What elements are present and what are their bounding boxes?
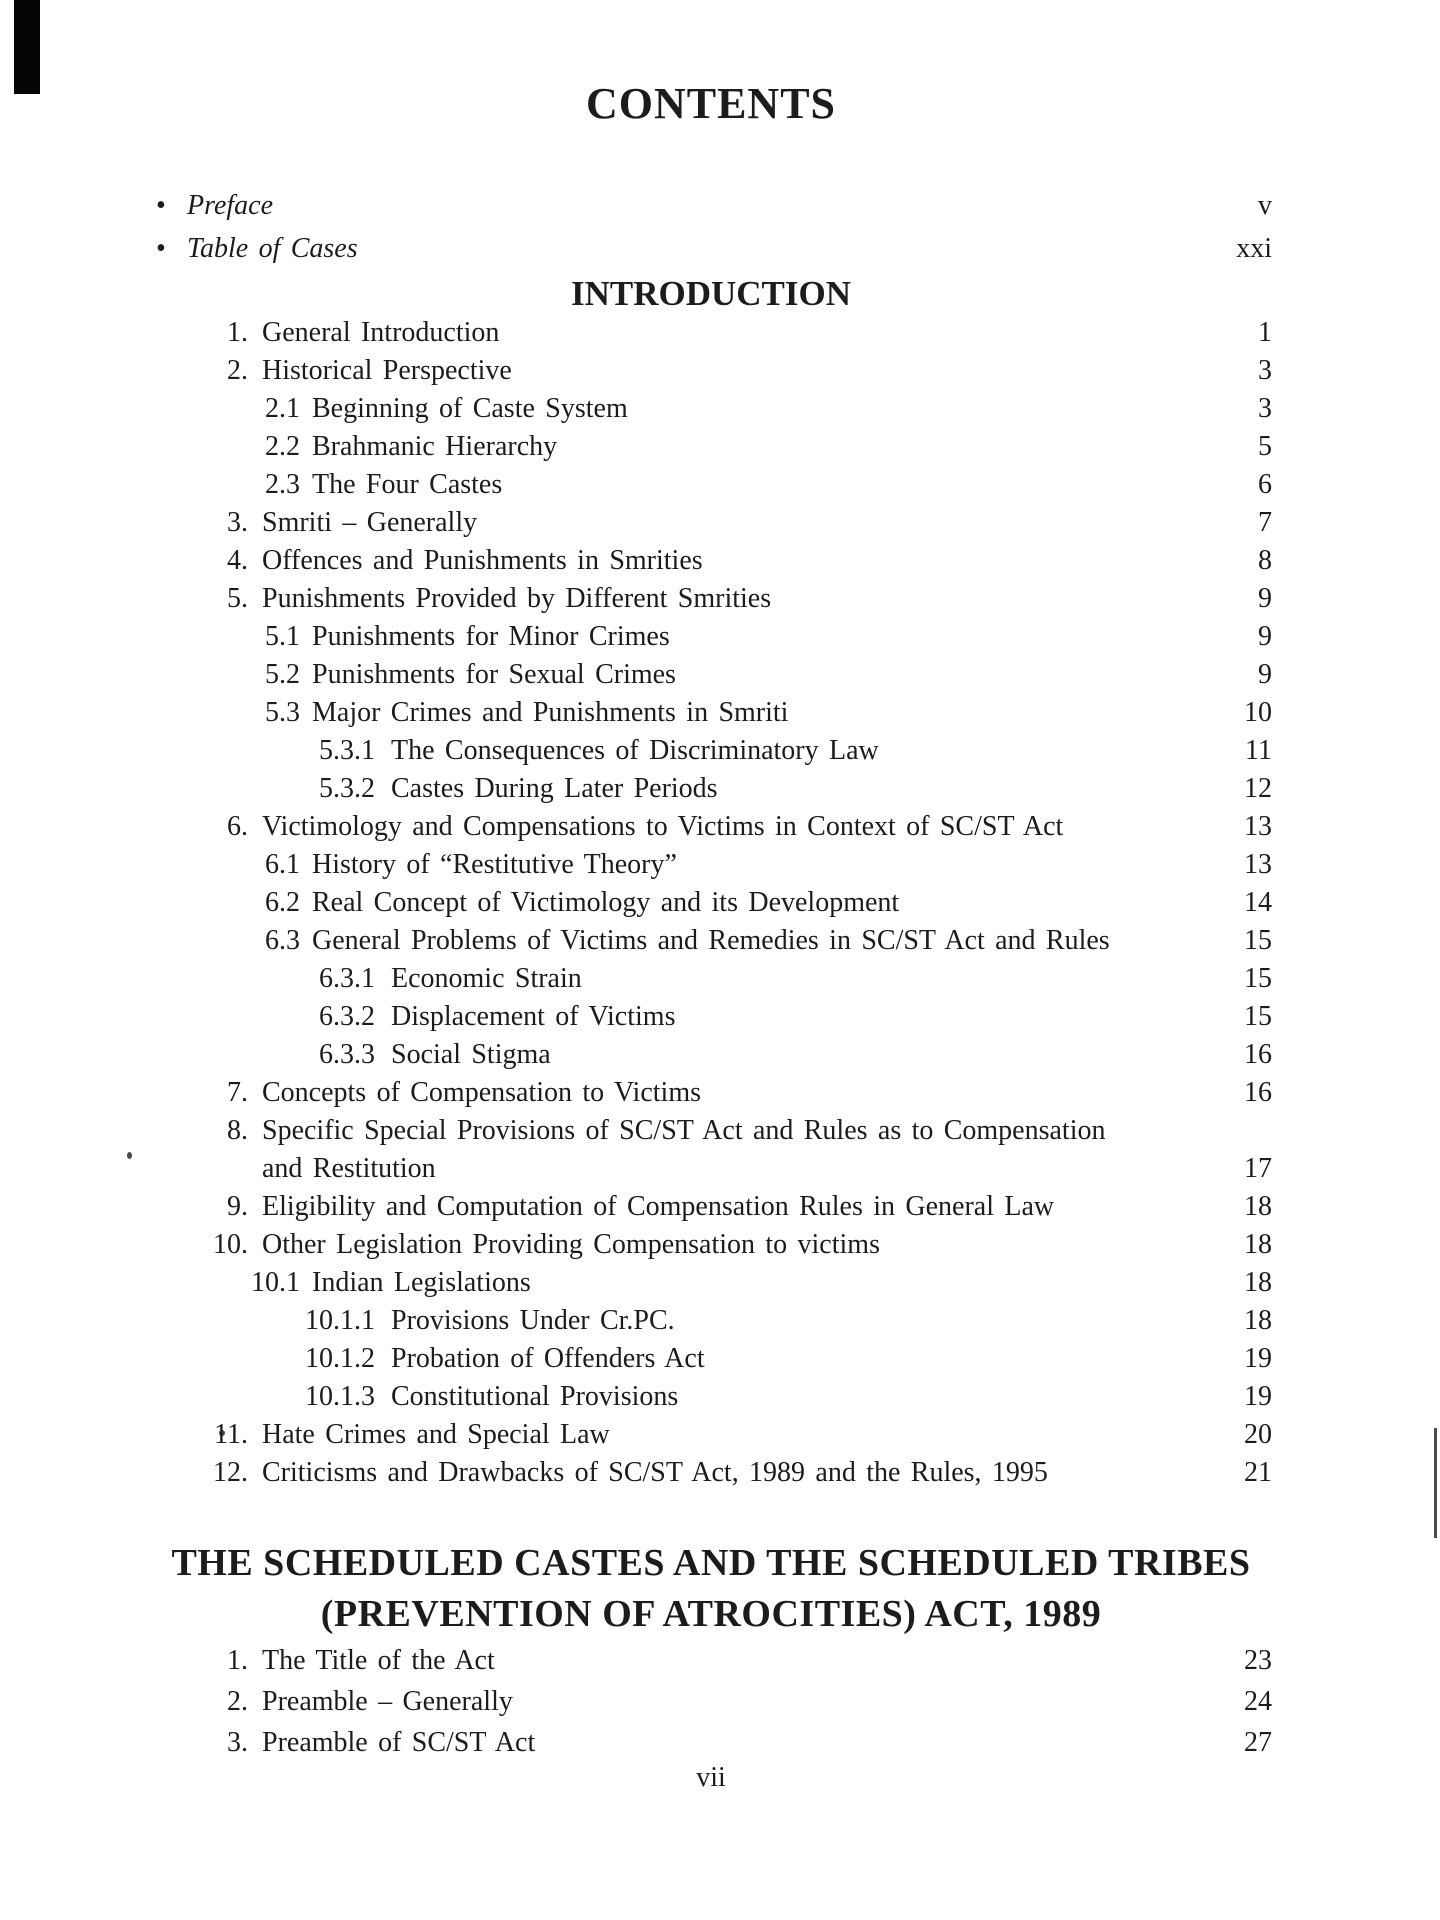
- toc-entry-page: 1: [1258, 317, 1272, 348]
- toc-entry-title: Preamble – Generally: [262, 1686, 513, 1717]
- toc-entry-title: The Consequences of Discriminatory Law: [391, 735, 879, 766]
- toc-entry-page: 12: [1244, 773, 1272, 804]
- toc-entry-page: 16: [1244, 1077, 1272, 1108]
- bullet-icon: •: [156, 233, 166, 264]
- toc-entry-continuation: [150, 1150, 1272, 1188]
- page-number-footer: vii: [696, 1762, 726, 1793]
- toc-entry-page: 16: [1244, 1039, 1272, 1070]
- front-matter-label: Table of Cases: [187, 233, 358, 264]
- toc-entry: [150, 1722, 1272, 1763]
- front-matter-item: [150, 184, 1272, 227]
- toc-entry: [150, 694, 1272, 732]
- toc-entry-title: Castes During Later Periods: [391, 773, 718, 804]
- toc-entry-page: 7: [1258, 507, 1272, 538]
- toc-entry-title: Displacement of Victims: [391, 1001, 676, 1032]
- toc-entry-page: [1252, 1112, 1272, 1150]
- toc-entry: [150, 1264, 1272, 1302]
- toc-entry-page: 20: [1244, 1419, 1272, 1450]
- toc-entry-number: 5.3.1: [319, 735, 375, 766]
- toc-entry-number: 2.1: [265, 393, 300, 424]
- toc-entry: [150, 1640, 1272, 1681]
- toc-entry: [150, 656, 1272, 694]
- toc-entry-title: General Problems of Victims and Remedies in SC/ST Act and Rules: [312, 925, 1110, 956]
- scan-artifact-black-bar: [14, 0, 40, 94]
- toc-entry-number: 10.1.1: [305, 1305, 375, 1336]
- front-matter-page: xxi: [1236, 233, 1272, 264]
- toc-entry-title: Beginning of Caste System: [312, 393, 628, 424]
- toc-entry-page: 9: [1258, 583, 1272, 614]
- toc-entry-number: 6.1: [265, 849, 300, 880]
- toc-entry-page: 18: [1244, 1305, 1272, 1336]
- toc-entry-title: Punishments for Minor Crimes: [312, 621, 670, 652]
- toc-entry-title: Other Legislation Providing Compensation to victims: [262, 1229, 880, 1260]
- toc-entry-number: 6.2: [265, 887, 300, 918]
- toc-entry-number: 2.: [227, 355, 248, 386]
- toc-entry-number: 6.3.1: [319, 963, 375, 994]
- toc-entry-title: Eligibility and Computation of Compensation Rules in General Law: [262, 1191, 1055, 1222]
- toc-entry-title: Punishments Provided by Different Smrities: [262, 583, 772, 614]
- toc-entry-number: 6.3.2: [319, 1001, 375, 1032]
- toc-entry: [150, 1454, 1272, 1492]
- toc-entry-number: 7.: [227, 1077, 248, 1108]
- toc-entry-number: 4.: [227, 545, 248, 576]
- toc-entry-title: Brahmanic Hierarchy: [312, 431, 558, 462]
- toc-entry-page: 15: [1244, 1001, 1272, 1032]
- toc-entry-page: 21: [1244, 1457, 1272, 1488]
- toc-entry-number: 10.1.2: [305, 1343, 375, 1374]
- toc-entry-page: 18: [1244, 1191, 1272, 1222]
- toc-entry-number: 6.: [227, 811, 248, 842]
- toc-entry: [150, 1302, 1272, 1340]
- toc-entry: [150, 466, 1272, 504]
- toc-entry-number: 12.: [213, 1457, 248, 1488]
- toc-entry-page: 10: [1244, 697, 1272, 728]
- toc-entry: [150, 922, 1272, 960]
- toc-entry-number: 10.1: [251, 1267, 300, 1298]
- toc-entry-page: 27: [1244, 1727, 1272, 1758]
- toc-entry-page: 13: [1244, 849, 1272, 880]
- toc-entry: [150, 542, 1272, 580]
- toc-entry-title: Criticisms and Drawbacks of SC/ST Act, 1989 and the Rules, 1995: [262, 1457, 1048, 1488]
- toc-entry-title: History of “Restitutive Theory”: [312, 849, 677, 880]
- front-matter-list: [150, 184, 1272, 270]
- toc-entry: [150, 998, 1272, 1036]
- toc-entry-title: Historical Perspective: [262, 355, 512, 386]
- toc-entry-title: Economic Strain: [391, 963, 582, 994]
- toc-entry-number: 2.: [227, 1686, 248, 1717]
- toc-entry-number: 2.2: [265, 431, 300, 462]
- toc-entry: [150, 314, 1272, 352]
- section-heading-act-line1: THE SCHEDULED CASTES AND THE SCHEDULED TRIBES: [171, 1542, 1251, 1584]
- toc-entry-title: Offences and Punishments in Smrities: [262, 545, 703, 576]
- toc-entry-number: 5.1: [265, 621, 300, 652]
- toc-entry-title: and Restitution: [262, 1153, 436, 1184]
- toc-entry-page: 18: [1244, 1267, 1272, 1298]
- toc-entry-number: 1.: [227, 317, 248, 348]
- toc-entry-number: 5.: [227, 583, 248, 614]
- toc-entry-page: 15: [1244, 925, 1272, 956]
- toc-entry: [150, 770, 1272, 808]
- toc-entry-number: 11.: [214, 1419, 248, 1450]
- front-matter-label: Preface: [187, 190, 274, 221]
- toc-entry-page: 15: [1244, 963, 1272, 994]
- toc-entry-number: 3.: [227, 507, 248, 538]
- toc-entry-title: Punishments for Sexual Crimes: [312, 659, 676, 690]
- toc-entry-title: Hate Crimes and Special Law: [262, 1419, 610, 1450]
- toc-entry-number-spacer: [150, 1150, 248, 1188]
- toc-entry-page: 9: [1258, 659, 1272, 690]
- toc-entry-title: Victimology and Compensations to Victims in Context of SC/ST Act: [262, 811, 1064, 842]
- toc-entry: [150, 1416, 1272, 1454]
- toc-entry-number: 10.: [213, 1229, 248, 1260]
- toc-entry-title: Concepts of Compensation to Victims: [262, 1077, 701, 1108]
- toc-entry-page: 24: [1244, 1686, 1272, 1717]
- toc-entry-title: Indian Legislations: [312, 1267, 531, 1298]
- toc-entry-title: Probation of Offenders Act: [391, 1343, 705, 1374]
- toc-entry-page: 3: [1258, 393, 1272, 424]
- toc-entry: [150, 1188, 1272, 1226]
- toc-entry-page: 11: [1245, 735, 1272, 766]
- toc-entry-title: Major Crimes and Punishments in Smriti: [312, 697, 789, 728]
- toc-entry-page: 18: [1244, 1229, 1272, 1260]
- section-heading-act: [150, 1538, 1272, 1640]
- toc-entry: [150, 846, 1272, 884]
- toc-entry: [150, 884, 1272, 922]
- toc-entry-title: Smriti – Generally: [262, 507, 478, 538]
- toc-entry-page: 23: [1244, 1645, 1272, 1676]
- toc-entry-title: Provisions Under Cr.PC.: [391, 1305, 675, 1336]
- toc-entry: [150, 1378, 1272, 1416]
- toc-entries-act: [150, 1640, 1272, 1763]
- toc-entry: [150, 390, 1272, 428]
- toc-entry-title: Social Stigma: [391, 1039, 551, 1070]
- toc-entry-number: 6.3: [265, 925, 300, 956]
- toc-entry-page: 6: [1258, 469, 1272, 500]
- toc-entry-number: 9.: [227, 1191, 248, 1222]
- toc-entry: [150, 352, 1272, 390]
- toc-entry-page: 9: [1258, 621, 1272, 652]
- toc-entry: [150, 428, 1272, 466]
- toc-entry: [150, 1226, 1272, 1264]
- page-title: CONTENTS: [585, 79, 837, 128]
- scan-artifact-edge-line: [1434, 1428, 1437, 1538]
- toc-entry-number: 6.3.3: [319, 1039, 375, 1070]
- toc-entry-page: 13: [1244, 811, 1272, 842]
- toc-entry-number: 8.: [227, 1115, 248, 1146]
- toc-entry: [150, 580, 1272, 618]
- toc-entry: [150, 1074, 1272, 1112]
- page-content: [150, 0, 1272, 1793]
- toc-entries-introduction: [150, 314, 1272, 1492]
- toc-entry: [150, 1340, 1272, 1378]
- toc-entry-number: 5.3.2: [319, 773, 375, 804]
- toc-entry-page: 3: [1258, 355, 1272, 386]
- toc-entry-title: The Title of the Act: [262, 1645, 495, 1676]
- scan-speck: [127, 1152, 132, 1159]
- toc-entry: [150, 808, 1272, 846]
- toc-entry-page: 5: [1258, 431, 1272, 462]
- bullet-icon: •: [156, 190, 166, 221]
- toc-entry-title: Preamble of SC/ST Act: [262, 1727, 536, 1758]
- toc-entry-title: The Four Castes: [312, 469, 503, 500]
- toc-entry: [150, 504, 1272, 542]
- toc-entry-page: 8: [1258, 545, 1272, 576]
- toc-entry-number: 3.: [227, 1727, 248, 1758]
- toc-entry: [150, 960, 1272, 998]
- toc-entry-number: 5.2: [265, 659, 300, 690]
- toc-entry-number: 1.: [227, 1645, 248, 1676]
- toc-entry-number: 5.3: [265, 697, 300, 728]
- section-heading-act-line2: (PREVENTION OF ATROCITIES) ACT, 1989: [320, 1593, 1102, 1635]
- toc-entry-page: 19: [1244, 1343, 1272, 1374]
- toc-entry-page: 17: [1244, 1153, 1272, 1184]
- section-heading-introduction: INTRODUCTION: [570, 274, 852, 313]
- toc-entry-number: 2.3: [265, 469, 300, 500]
- toc-entry-number: 10.1.3: [305, 1381, 375, 1412]
- toc-entry-page: 19: [1244, 1381, 1272, 1412]
- toc-entry-title: General Introduction: [262, 317, 500, 348]
- toc-entry: [150, 1036, 1272, 1074]
- front-matter-item: [150, 227, 1272, 270]
- toc-entry: [150, 1112, 1272, 1150]
- toc-entry-title: Specific Special Provisions of SC/ST Act and Rules as to Compensation: [262, 1115, 1106, 1146]
- toc-entry-title: Constitutional Provisions: [391, 1381, 679, 1412]
- toc-entry-title: Real Concept of Victimology and its Development: [312, 887, 900, 918]
- toc-entry: [150, 618, 1272, 656]
- front-matter-page: v: [1258, 190, 1272, 221]
- toc-entry-page: 14: [1244, 887, 1272, 918]
- toc-entry: [150, 732, 1272, 770]
- toc-entry: [150, 1681, 1272, 1722]
